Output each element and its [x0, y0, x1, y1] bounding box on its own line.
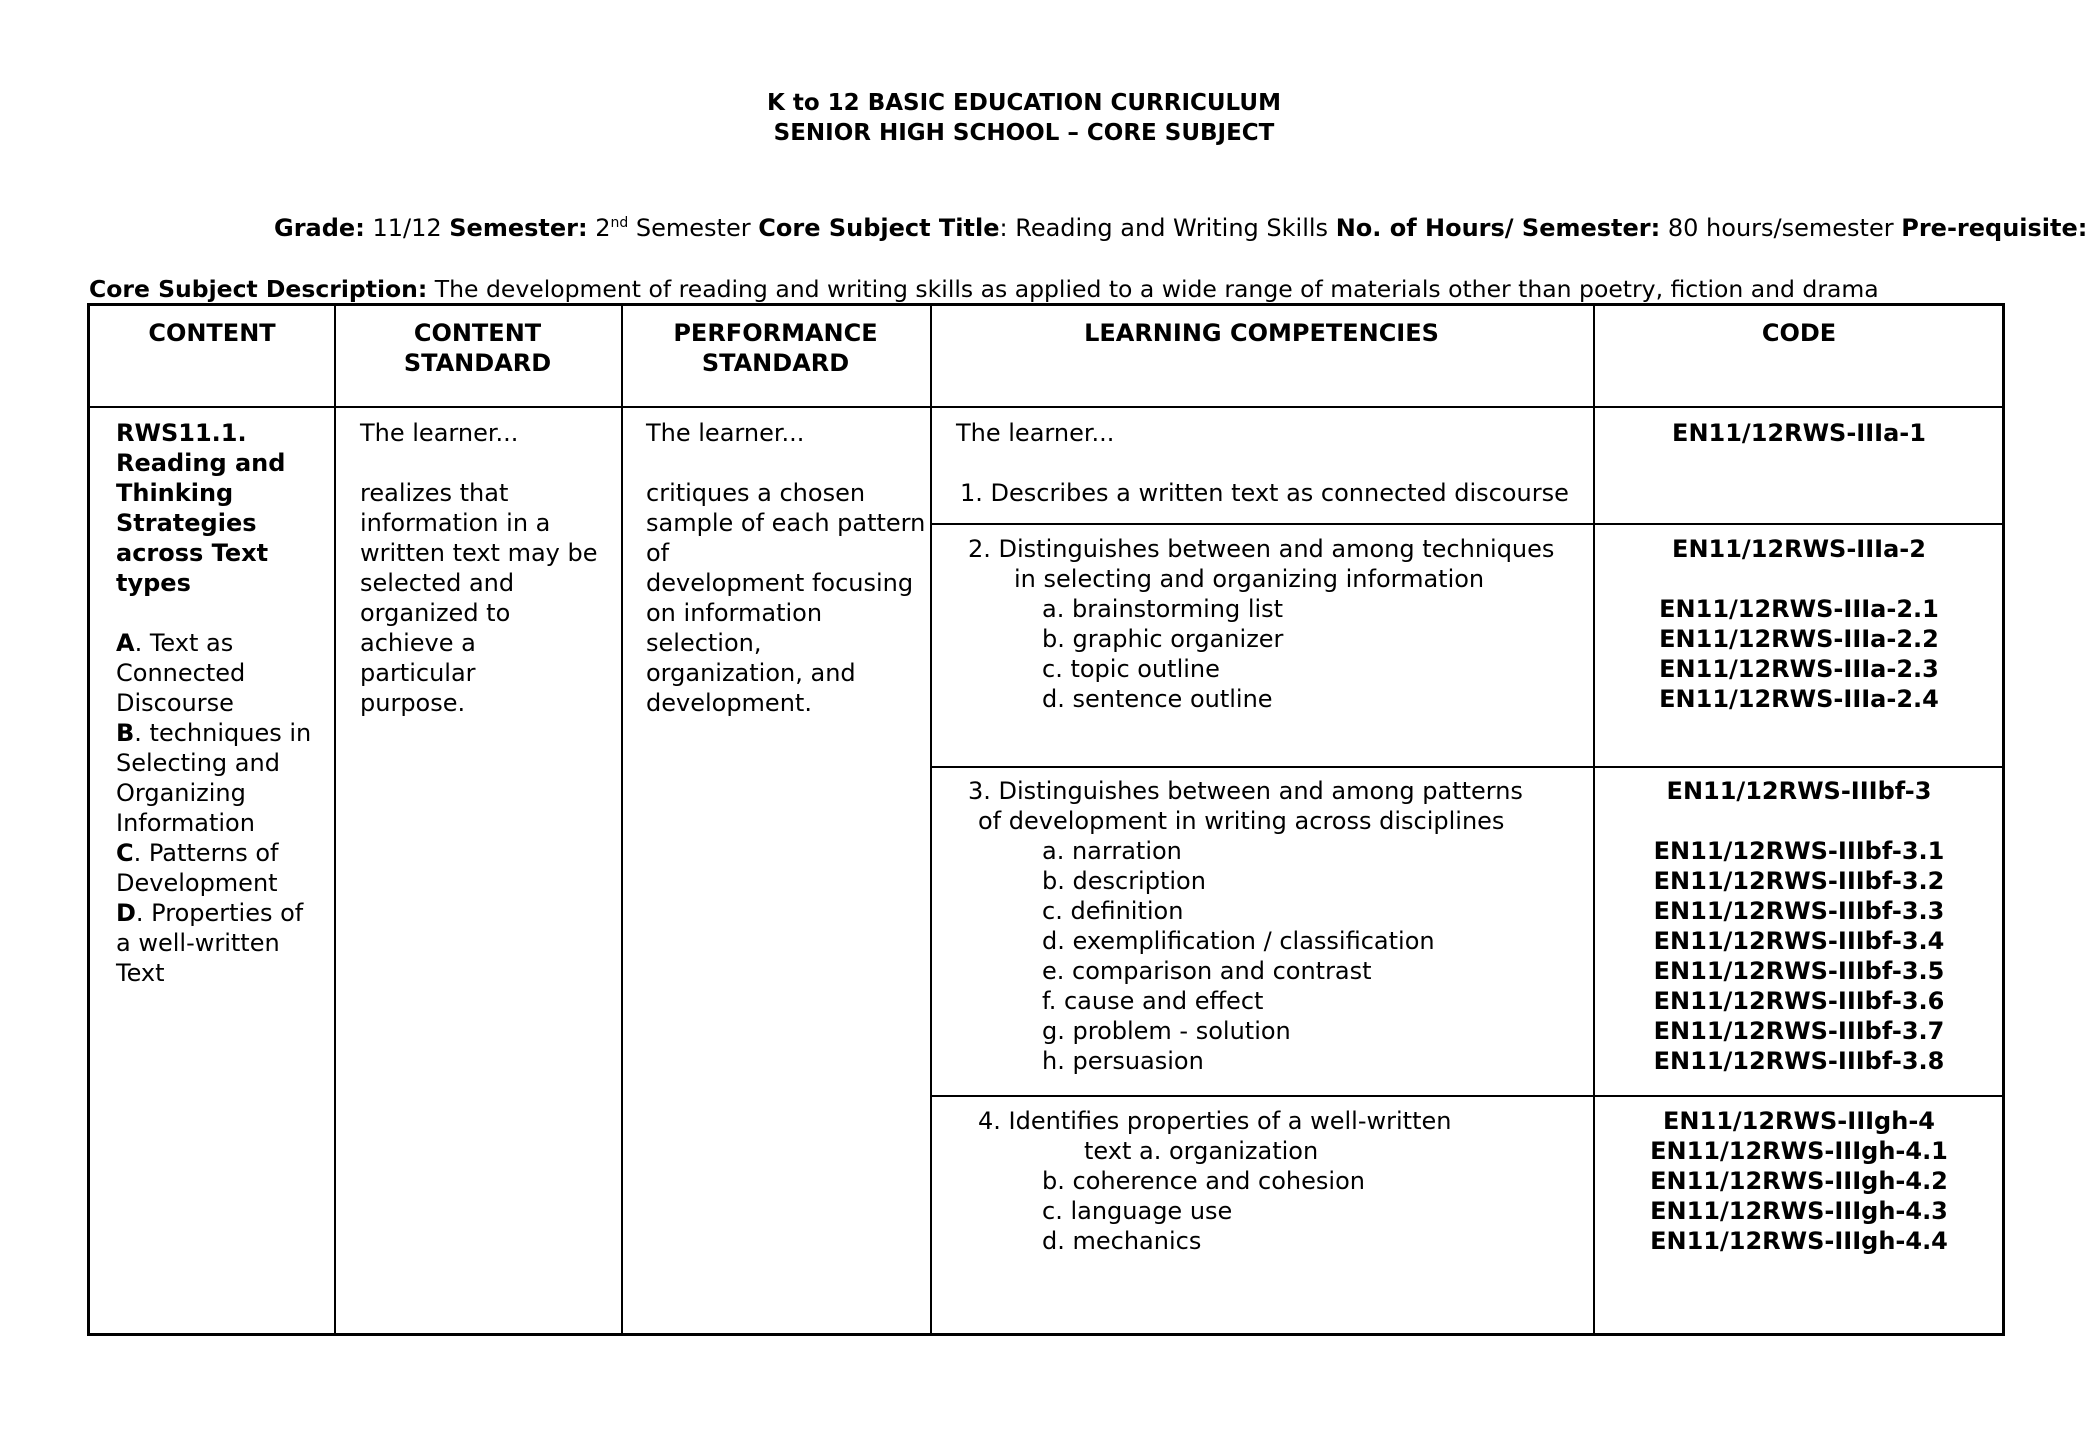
competency-subitem: c. definition: [1042, 897, 1184, 925]
competency-2: [968, 534, 1554, 714]
header-code: CODE: [1761, 319, 1837, 347]
content-item-c: [116, 838, 311, 868]
content-item-text: Selecting and: [116, 749, 280, 777]
code-text: EN11/12RWS-IIIgh-4: [1663, 1107, 1935, 1135]
competency-subitem: c. language use: [1042, 1197, 1233, 1225]
competency-text: text a. organization: [1084, 1137, 1319, 1165]
competency-4: [978, 1106, 1451, 1256]
semester-value-sup: nd: [610, 215, 629, 231]
code-text: EN11/12RWS-IIIbf-3: [1666, 777, 1932, 805]
content-item-text: . Properties of: [135, 899, 304, 927]
performance-standard-text: development focusing: [646, 569, 914, 597]
curriculum-table: [87, 303, 2005, 1336]
content-item-text: Organizing: [116, 779, 246, 807]
row-divider: [930, 1095, 2002, 1097]
document-subtitle: SENIOR HIGH SCHOOL – CORE SUBJECT: [773, 120, 1275, 146]
header-content: CONTENT: [148, 319, 276, 347]
competency-text: 3. Distinguishes between and among patterns: [968, 777, 1523, 805]
competency-subitem: h. persuasion: [1042, 1047, 1204, 1075]
content-item-text: . Patterns of: [133, 839, 279, 867]
header-divider: [90, 406, 2002, 408]
header-performance-standard-line2: STANDARD: [701, 349, 850, 377]
content-title: RWS11.1.: [116, 419, 247, 447]
competency-subitem: c. topic outline: [1042, 655, 1220, 683]
code-text: EN11/12RWS-IIIbf-3.7: [1653, 1017, 1945, 1045]
semester-value-num: 2: [595, 214, 611, 242]
performance-standard-text: sample of each pattern: [646, 509, 926, 537]
header-content-standard: [334, 318, 621, 378]
content-item-text: Information: [116, 809, 255, 837]
row-divider: [930, 523, 2002, 525]
content-title: Strategies: [116, 509, 257, 537]
code-text: EN11/12RWS-IIIbf-3.6: [1653, 987, 1945, 1015]
performance-standard-text: on information: [646, 599, 823, 627]
performance-standard-text: critiques a chosen: [646, 479, 866, 507]
semester-label: Semester:: [449, 214, 588, 242]
competency-subitem: f. cause and effect: [1042, 987, 1264, 1015]
competency-subitem: e. comparison and contrast: [1042, 957, 1372, 985]
code-text: EN11/12RWS-IIIbf-3.5: [1653, 957, 1945, 985]
performance-standard-intro: The learner...: [646, 419, 805, 447]
row-divider: [930, 766, 2002, 768]
code-text: EN11/12RWS-IIIbf-3.8: [1653, 1047, 1945, 1075]
subject-value: : Reading and Writing Skills: [999, 214, 1329, 242]
content-title: Reading and: [116, 449, 286, 477]
competency-3: [968, 776, 1523, 1076]
content-item-letter: A: [116, 629, 135, 657]
competencies-intro: The learner...: [956, 419, 1115, 447]
content-standard-text: information in a: [360, 509, 551, 537]
content-item-letter: C: [116, 839, 134, 867]
hours-label: No. of Hours/ Semester:: [1335, 214, 1661, 242]
description-value: The development of reading and writing skills as applied to a wide range of materials other than poetry, fiction and drama: [434, 275, 1879, 303]
content-standard-text: particular: [360, 659, 476, 687]
content-item-a: [116, 628, 311, 658]
content-item-text: Text: [116, 959, 165, 987]
content-item-letter: D: [116, 899, 136, 927]
competency-text: 2. Distinguishes between and among techniques: [968, 535, 1555, 563]
description-label: Core Subject Description:: [89, 275, 428, 303]
code-text: EN11/12RWS-IIIgh-4.3: [1650, 1197, 1948, 1225]
competency-subitem: b. coherence and cohesion: [1042, 1167, 1365, 1195]
competency-text: in selecting and organizing information: [1014, 565, 1485, 593]
performance-standard-text: of: [646, 539, 670, 567]
code-text: EN11/12RWS-IIIa-2.3: [1659, 655, 1939, 683]
code-text: EN11/12RWS-IIIbf-3.1: [1653, 837, 1945, 865]
competency-subitem: d. sentence outline: [1042, 685, 1273, 713]
code-text: EN11/12RWS-IIIa-2.4: [1659, 685, 1939, 713]
content-item-b: [116, 718, 311, 748]
content-standard-text: organized to: [360, 599, 511, 627]
header-performance-standard: [621, 318, 930, 378]
content-standard-text: achieve a: [360, 629, 476, 657]
code-c2: [1593, 534, 2005, 714]
competency-text: of development in writing across disciplines: [978, 807, 1505, 835]
semester-value-rest: Semester: [635, 214, 751, 242]
performance-standard-column: [646, 418, 925, 718]
content-column: [116, 418, 311, 988]
col-divider: [334, 306, 336, 1333]
content-standard-text: realizes that: [360, 479, 509, 507]
content-item-text: Connected: [116, 659, 246, 687]
header-content-standard-line2: STANDARD: [403, 349, 552, 377]
code-text: EN11/12RWS-IIIa-2.1: [1659, 595, 1939, 623]
code-c3: [1593, 776, 2005, 1076]
competency-subitem: a. brainstorming list: [1042, 595, 1284, 623]
competency-subitem: a. narration: [1042, 837, 1182, 865]
code-text: EN11/12RWS-IIIbf-3.2: [1653, 867, 1945, 895]
code-text: EN11/12RWS-IIIbf-3.4: [1653, 927, 1945, 955]
code-text: EN11/12RWS-IIIbf-3.3: [1653, 897, 1945, 925]
content-standard-intro: The learner...: [360, 419, 519, 447]
competency-text: 4. Identifies properties of a well-written: [978, 1107, 1452, 1135]
performance-standard-text: organization, and: [646, 659, 856, 687]
col-divider: [930, 306, 932, 1333]
header-content-standard-line1: CONTENT: [413, 319, 542, 347]
hours-value: 80 hours/semester: [1667, 214, 1894, 242]
performance-standard-text: development.: [646, 689, 812, 717]
code-c1: EN11/12RWS-IIIa-1: [1672, 419, 1926, 447]
grade-value: 11/12: [372, 214, 442, 242]
description-line: [89, 275, 1879, 303]
competency-subitem: d. exemplification / classification: [1042, 927, 1435, 955]
content-title: types: [116, 569, 191, 597]
code-c4: [1593, 1106, 2005, 1256]
meta-line: [274, 214, 2087, 242]
subject-label: Core Subject Title: [758, 214, 1000, 242]
header-performance-standard-line1: PERFORMANCE: [673, 319, 878, 347]
competency-subitem: d. mechanics: [1042, 1227, 1202, 1255]
content-item-text: . Text as: [134, 629, 234, 657]
performance-standard-text: selection,: [646, 629, 762, 657]
content-standard-column: [360, 418, 598, 718]
content-item-d: [116, 898, 311, 928]
code-text: EN11/12RWS-IIIgh-4.4: [1650, 1227, 1948, 1255]
competency-subitem: b. graphic organizer: [1042, 625, 1284, 653]
prereq-label: Pre-requisite:: [1901, 214, 2087, 242]
header-learning-competencies: LEARNING COMPETENCIES: [1084, 319, 1439, 347]
competency-subitem: b. description: [1042, 867, 1206, 895]
content-title: Thinking: [116, 479, 234, 507]
content-item-letter: B: [116, 719, 135, 747]
content-standard-text: selected and: [360, 569, 515, 597]
content-item-text: a well-written: [116, 929, 280, 957]
content-item-text: . techniques in: [134, 719, 312, 747]
code-text: EN11/12RWS-IIIa-2.2: [1659, 625, 1939, 653]
code-text: EN11/12RWS-IIIgh-4.2: [1650, 1167, 1948, 1195]
code-text: EN11/12RWS-IIIa-2: [1672, 535, 1926, 563]
content-standard-text: written text may be: [360, 539, 598, 567]
document-title: K to 12 BASIC EDUCATION CURRICULUM: [767, 90, 1281, 116]
competency-1: [956, 418, 1569, 508]
grade-label: Grade:: [274, 214, 365, 242]
competency-subitem: g. problem - solution: [1042, 1017, 1291, 1045]
content-item-text: Development: [116, 869, 278, 897]
content-standard-text: purpose.: [360, 689, 466, 717]
content-title: across Text: [116, 539, 269, 567]
col-divider: [621, 306, 623, 1333]
competency-text: 1. Describes a written text as connected discourse: [960, 479, 1569, 507]
content-item-text: Discourse: [116, 689, 234, 717]
code-text: EN11/12RWS-IIIgh-4.1: [1650, 1137, 1948, 1165]
